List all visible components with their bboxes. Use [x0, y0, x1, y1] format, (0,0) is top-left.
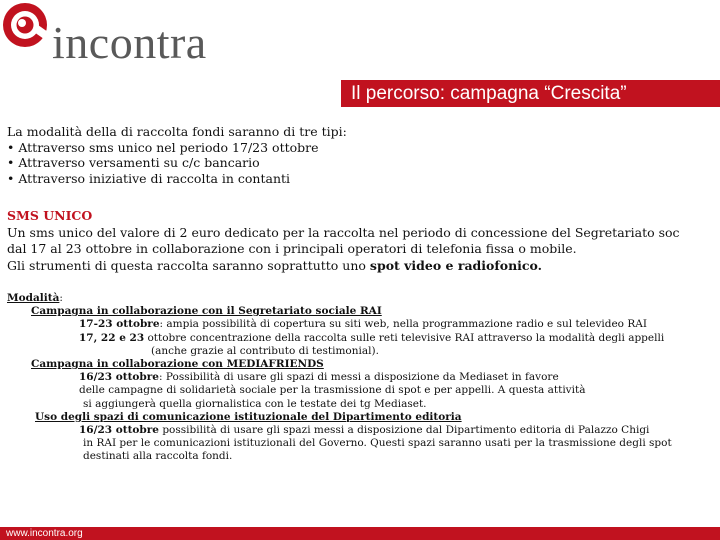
intro-lead: La modalità della di raccolta fondi saranno di tre tipi: — [7, 124, 347, 139]
sms-text-line — [7, 258, 680, 275]
sms-section — [7, 208, 680, 274]
rai-text: ottobre concentrazione della raccolta sulle reti televisive RAI attraverso la modalità degli appelli — [144, 331, 665, 344]
editoria-heading: Uso degli spazi di comunicazione istituzionale del Dipartimento editoria — [35, 410, 462, 423]
footer-url[interactable]: www.incontra.org — [6, 528, 83, 539]
rai-heading: Campagna in collaborazione con il Segretariato sociale RAI — [31, 305, 382, 318]
sms-text-line: dal 17 al 23 ottobre in collaborazione con i principali operatori di telefonia fissa o mobile. — [7, 241, 577, 256]
sms-line-prefix: Gli strumenti di questa raccolta saranno soprattutto uno — [7, 257, 370, 273]
slide-title: Il percorso: campagna “Crescita” — [341, 80, 720, 107]
intro-section — [7, 124, 347, 186]
sms-text-line: Un sms unico del valore di 2 euro dedicato per la raccolta nel periodo di concessione del Segretariato soc — [7, 224, 680, 240]
sms-heading: SMS UNICO — [7, 208, 93, 223]
rai-text-cont: (anche grazie al contributo di testimonial). — [151, 344, 379, 357]
mediafriends-heading: Campagna in collaborazione con MEDIAFRIENDS — [31, 358, 324, 371]
logo-wordmark: incontra — [52, 17, 207, 68]
sms-line-bold: spot video e radiofonico. — [369, 257, 543, 273]
footer-bar — [0, 527, 720, 540]
rai-text: : ampia possibilità di copertura su siti web, nella programmazione radio e sul televideo RAI — [159, 318, 647, 331]
modalita-section — [7, 292, 672, 464]
intro-item: • Attraverso iniziative di raccolta in contanti — [7, 170, 291, 186]
incontra-logo-icon — [2, 2, 48, 48]
mediafriends-text-cont: si aggiungerà quella giornalistica con le testate dei tg Mediaset. — [83, 397, 427, 410]
editoria-text-cont: destinati alla raccolta fondi. — [83, 450, 233, 463]
mediafriends-date: 16/23 ottobre — [79, 371, 159, 384]
editoria-text: possibilità di usare gli spazi messi a disposizione dal Dipartimento editoria di Palazzo Chigi — [158, 424, 650, 437]
modalita-label: Modalità — [7, 292, 60, 304]
intro-item: • Attraverso versamenti su c/c bancario — [7, 155, 260, 170]
mediafriends-text-cont: delle campagne di solidarietà sociale per la trasmissione di spot e per appelli. A questa attività — [79, 384, 586, 397]
rai-date: 17, 22 e 23 — [79, 331, 145, 344]
rai-date: 17-23 ottobre — [79, 318, 160, 331]
modalita-colon: : — [59, 292, 63, 304]
editoria-date: 16/23 ottobre — [79, 424, 159, 437]
mediafriends-text: : Possibilità di usare gli spazi di messi a disposizione da Mediaset in favore — [158, 371, 559, 384]
editoria-text-cont: in RAI per le comunicazioni istituzionali del Governo. Questi spazi saranno usati per la trasmissione degli spot — [83, 437, 672, 450]
intro-item: • Attraverso sms unico nel periodo 17/23 ottobre — [7, 139, 319, 155]
